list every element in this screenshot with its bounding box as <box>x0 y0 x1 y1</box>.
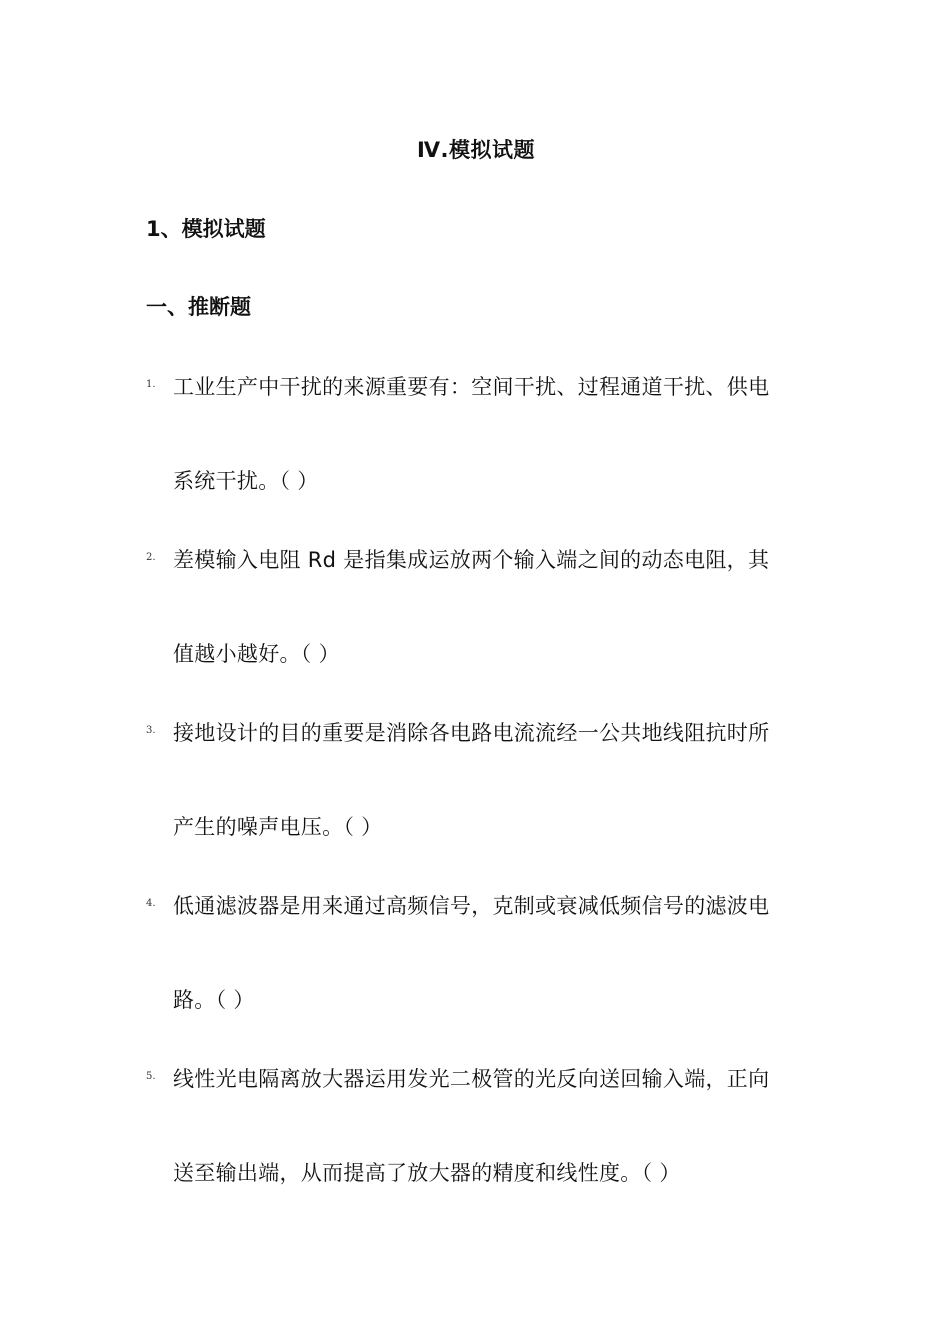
question-text-line-1: 工业生产中干扰的来源重要有：空间干扰、过程通道干扰、供电 <box>173 375 770 399</box>
page-title: Ⅳ.模拟试题 <box>416 138 536 162</box>
question-text-line-1: 差模输入电阻 Rd 是指集成运放两个输入端之间的动态电阻，其 <box>173 548 770 572</box>
question-text-line-1: 线性光电隔离放大器运用发光二极管的光反向送回输入端，正向 <box>173 1067 770 1091</box>
question-number: 4. <box>146 898 156 909</box>
question-number: 2. <box>146 552 156 563</box>
section-heading-judgment: 一、推断题 <box>146 295 251 319</box>
question-text-line-1: 低通滤波器是用来通过高频信号，克制或衰减低频信号的滤波电 <box>173 894 770 918</box>
question-number: 3. <box>146 725 156 736</box>
question-number: 1. <box>146 379 156 390</box>
question-text-line-2: 产生的噪声电压。（ ） <box>173 815 383 839</box>
section-heading-mock-test: 1、模拟试题 <box>146 217 266 241</box>
question-number: 5. <box>146 1071 156 1082</box>
question-text-line-2: 路。（ ） <box>173 988 255 1012</box>
question-text-line-2: 值越小越好。（ ） <box>173 642 340 666</box>
question-text-line-1: 接地设计的目的重要是消除各电路电流流经一公共地线阻抗时所 <box>173 721 770 745</box>
question-text-line-2: 系统干扰。（ ） <box>173 469 319 493</box>
question-text-line-2: 送至输出端，从而提高了放大器的精度和线性度。（ ） <box>173 1161 681 1185</box>
